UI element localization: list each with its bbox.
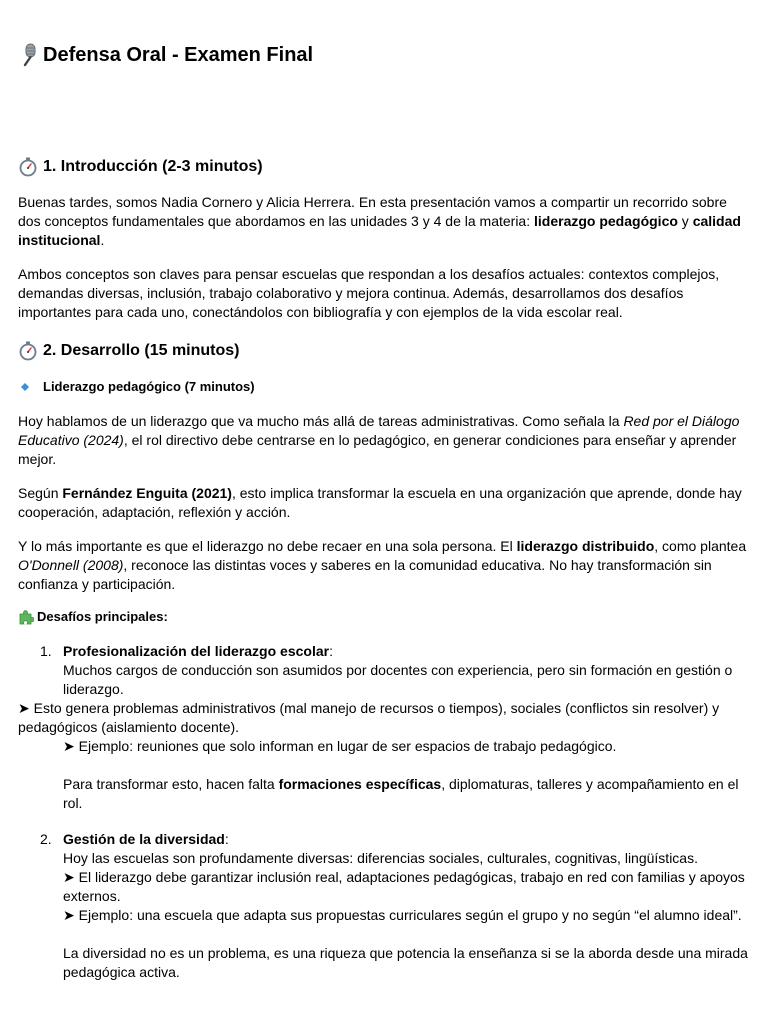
item-line: Hoy las escuelas son profundamente diversas: diferencias sociales, culturales, cognitivas, lingüísticas.: [63, 850, 698, 866]
item-title-line: [63, 642, 753, 661]
puzzle-piece-icon: [18, 609, 34, 625]
bold-term: formaciones específicas: [278, 776, 442, 792]
section-heading-development: [18, 340, 240, 362]
blue-diamond-icon: [18, 380, 40, 394]
dev-paragraph-3: [18, 537, 753, 594]
citation: O'Donnell (2008): [18, 557, 124, 573]
citation: Fernández Enguita (2021): [62, 485, 232, 501]
page-title-text: Defensa Oral - Examen Final: [43, 44, 314, 66]
text-run: , diplomaturas, talleres y acompañamiento en el rol.: [63, 776, 739, 811]
item-line: ➤ El liderazgo debe garantizar inclusión real, adaptaciones pedagógicas, trabajo en red con familias y apoyos externos.: [63, 869, 745, 904]
bold-term: liderazgo distribuido: [516, 538, 655, 554]
item-line: Muchos cargos de conducción son asumidos por docentes con experiencia, pero sin formación en gestión o liderazgo.: [63, 662, 733, 697]
text-run: , esto implica transformar la escuela en una organización que aprende, donde hay cooperación, adaptación, reflexión y acción.: [18, 485, 742, 520]
item-title: Profesionalización del liderazgo escolar: [63, 643, 330, 659]
dev-paragraph-2: [18, 484, 753, 522]
subheading-desafios: [18, 608, 168, 626]
text-run: Para transformar esto, hacen falta: [63, 776, 279, 792]
intro-heading-text: 1. Introducción (2-3 minutos): [43, 158, 263, 175]
section-heading-intro: [18, 156, 263, 178]
item-title: Gestión de la diversidad: [63, 831, 225, 847]
text-run: Y lo más importante es que el liderazgo no debe recaer en una sola persona. El: [18, 538, 517, 554]
text-run: , como plantea: [654, 538, 747, 554]
desafios-heading-text: Desafíos principales:: [37, 609, 168, 624]
intro-paragraph-2: Ambos conceptos son claves para pensar escuelas que respondan a los desafíos actuales: contextos complejos, demandas diversas, inclusión, trabajo colaborativo y mejora continua. Además, desarrollamos dos desafíos importantes para cada uno, conectándolos con bibliografía y con ejemplos de la vida escolar real.: [18, 266, 720, 320]
list-item: [18, 642, 753, 813]
item-line: ➤ Ejemplo: reuniones que solo informan en lugar de ser espacios de trabajo pedagógico.: [63, 738, 617, 754]
item-line: [63, 775, 753, 813]
subheading-text: Liderazgo pedagógico (7 minutos): [43, 379, 255, 394]
dev-paragraph-1: [18, 412, 753, 469]
list-number: 2.: [40, 831, 52, 847]
text-run: y: [677, 213, 693, 229]
challenges-list: [18, 642, 753, 982]
bold-term: liderazgo pedagógico: [534, 213, 678, 229]
item-spacer: [63, 925, 753, 944]
development-heading-text: 2. Desarrollo (15 minutos): [43, 342, 240, 359]
stopwatch-icon: [18, 157, 40, 177]
text-run: :: [329, 643, 333, 659]
bold-term: calidad institucional: [18, 213, 741, 248]
text-run: Hoy hablamos de un liderazgo que va mucho más allá de tareas administrativas. Como señala la: [18, 413, 624, 429]
list-number: 1.: [40, 643, 52, 659]
citation: Red por el Diálogo Educativo (2024): [18, 413, 740, 448]
text-run: Buenas tardes, somos Nadia Cornero y Alicia Herrera. En esta presentación vamos a compartir un recorrido sobre dos conceptos fundamentales que abordamos en las unidades 3 y 4 de la materia:: [18, 194, 727, 229]
item-spacer: [63, 756, 753, 775]
text-run: , el rol directivo debe centrarse en lo pedagógico, en generar condiciones para enseñar y aprender mejor.: [18, 432, 737, 467]
subheading-liderazgo: [18, 378, 255, 396]
text-run: :: [224, 831, 229, 847]
item-line: ➤ Ejemplo: una escuela que adapta sus propuestas curriculares según el grupo y no según “el alumno ideal”.: [63, 907, 742, 923]
list-item: [18, 830, 753, 982]
item-title-line: [63, 830, 753, 849]
item-line: ➤ Esto genera problemas administrativos (mal manejo de recursos o tiempos), sociales (conflictos sin resolver) y pedagógicos (aislamiento docente).: [18, 700, 720, 735]
microphone-icon: [18, 43, 40, 67]
intro-paragraph-1: [18, 193, 753, 250]
page-title: [18, 42, 313, 68]
text-run: .: [100, 232, 105, 248]
text-run: , reconoce las distintas voces y saberes en la comunidad educativa. No hay transformación sin confianza y participación.: [18, 557, 712, 592]
text-run: Según: [18, 485, 63, 501]
stopwatch-icon: [18, 341, 40, 361]
item-line: La diversidad no es un problema, es una riqueza que potencia la enseñanza si se la aborda desde una mirada pedagógica activa.: [63, 945, 748, 980]
